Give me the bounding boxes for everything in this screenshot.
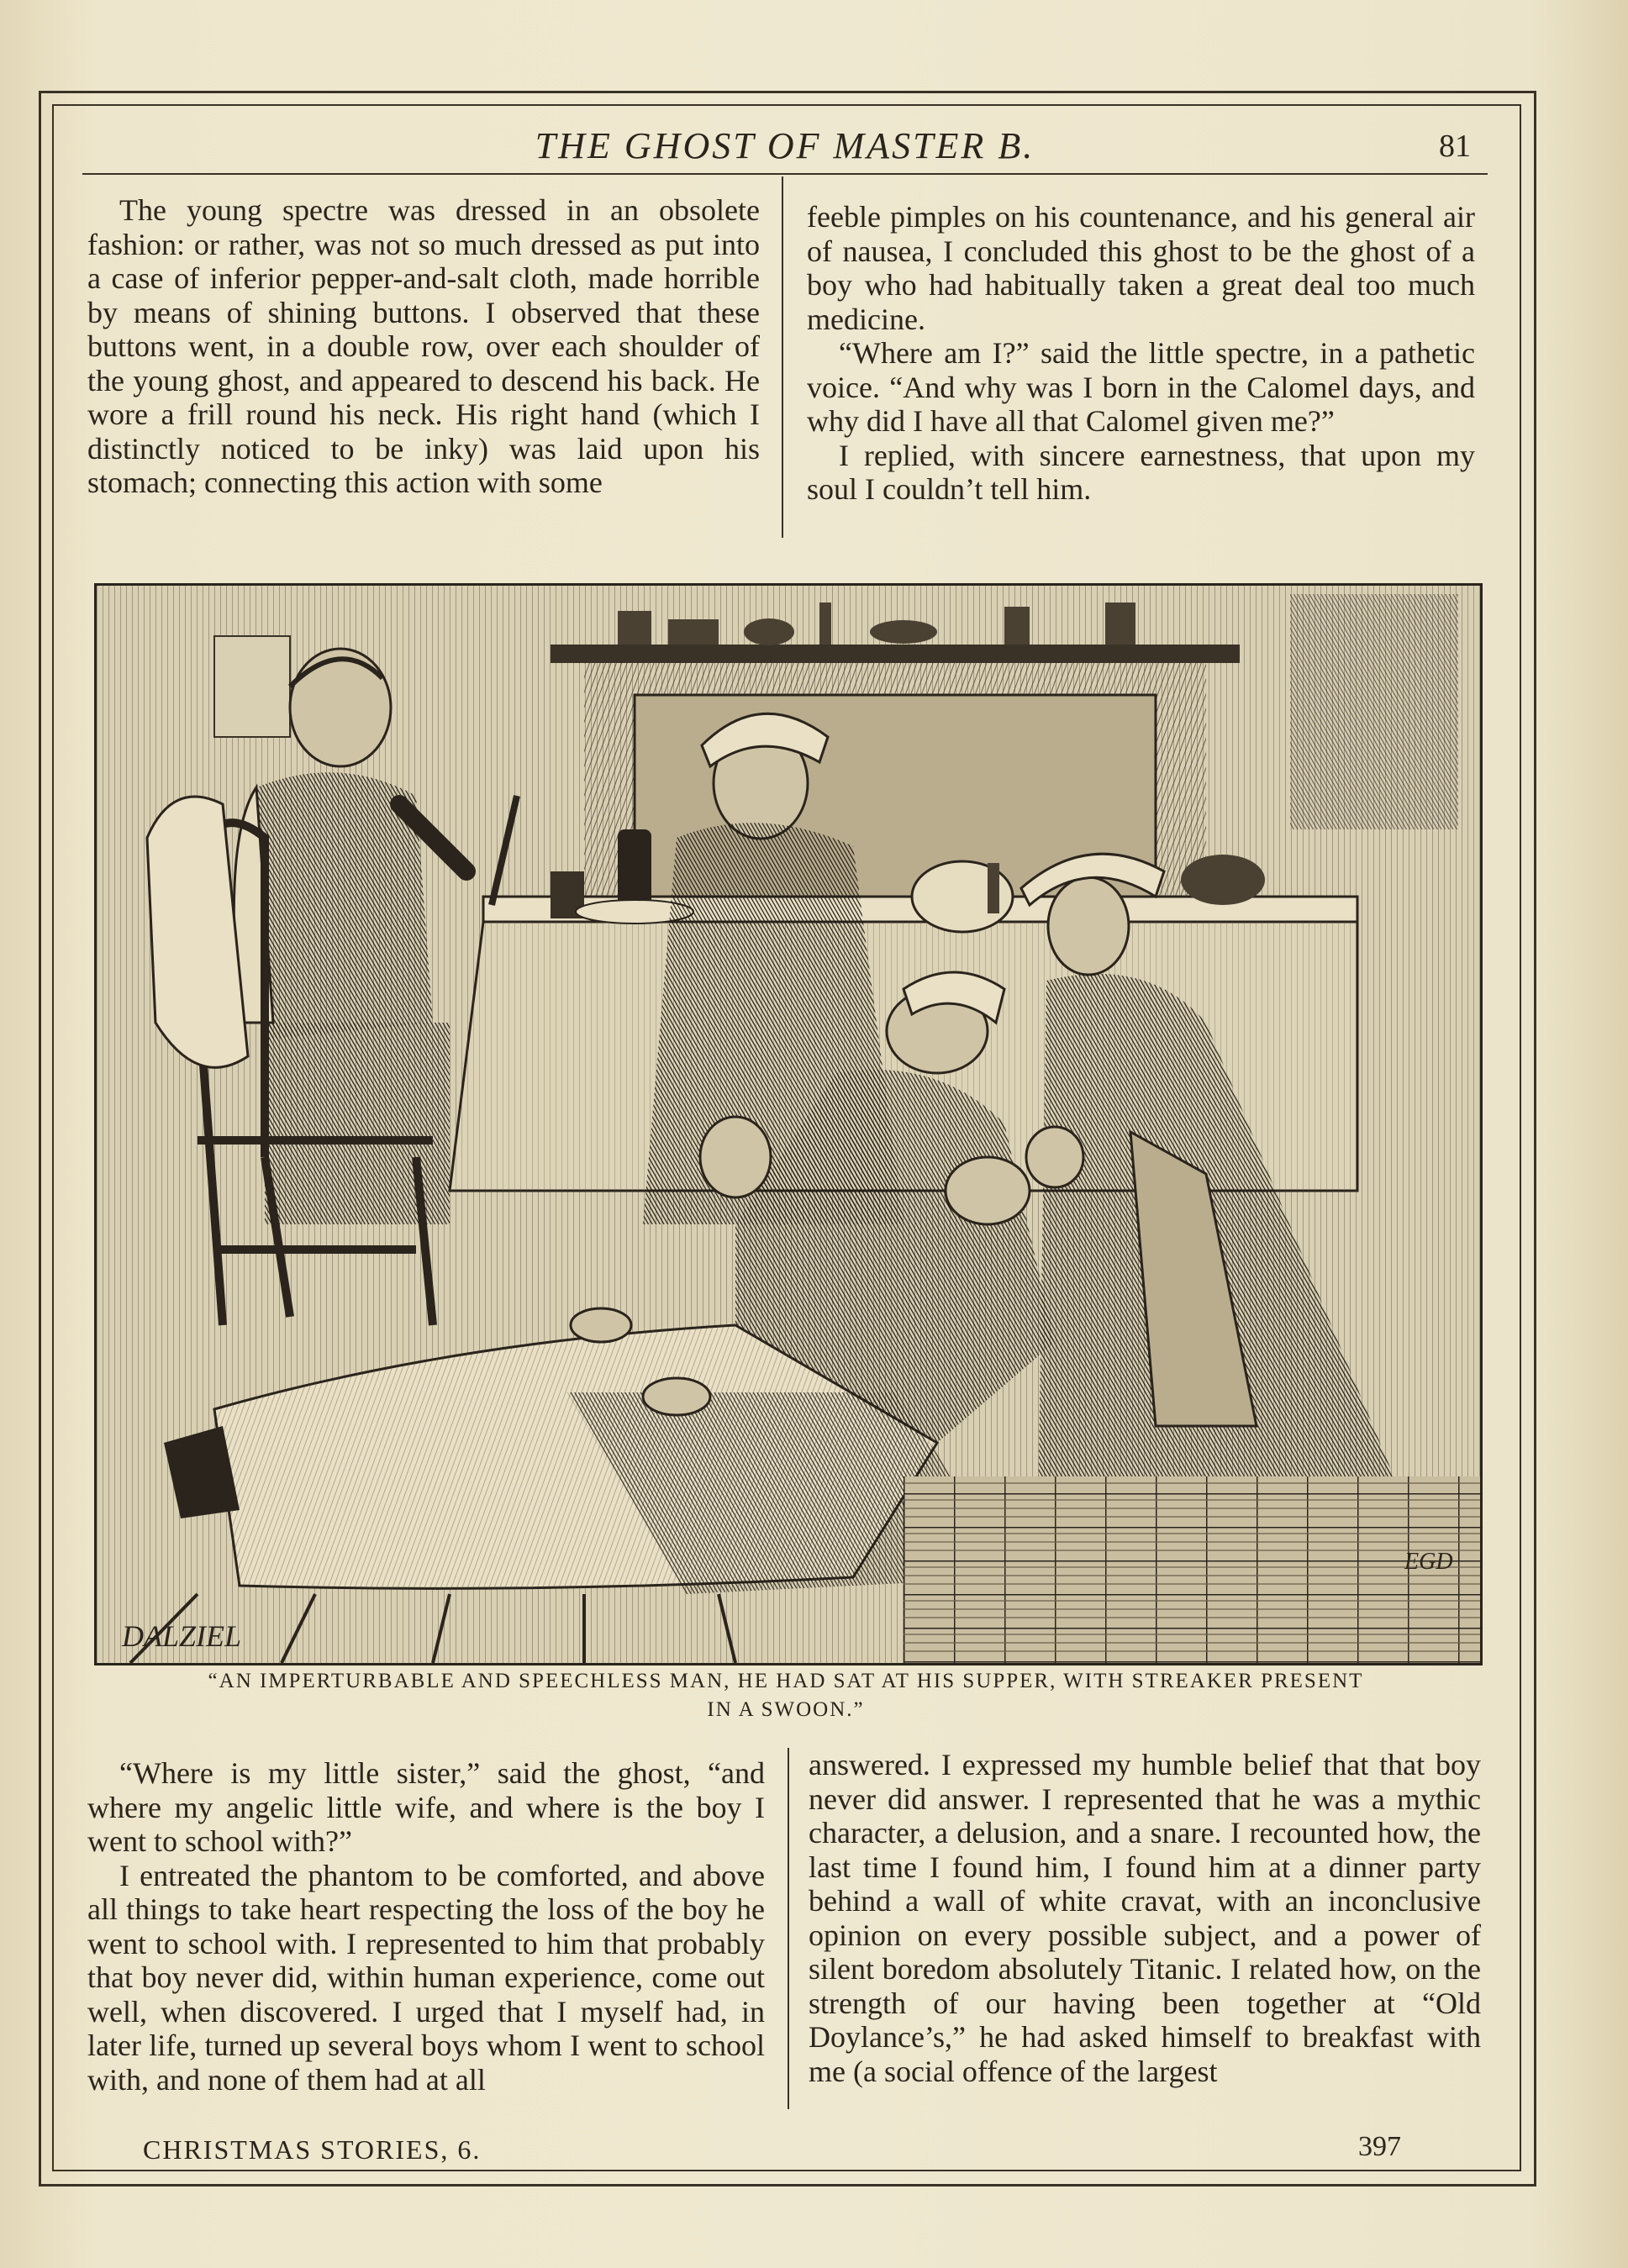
caption-line-1: “AN IMPERTURBABLE AND SPEECHLESS MAN, HE HAD SAT AT HIS SUPPER, WITH STREAKER PRESENT [208,1670,1364,1692]
engraving-drawing [97,586,1480,1663]
top-left-column [87,193,760,500]
running-head [52,116,1518,175]
engraver-signature: DALZIEL [122,1619,242,1653]
paragraph: I entreated the phantom to be comforted, and above all things to take heart respecting the loss of the boy he went to school with. I represented to him that probably that boy never did, within human experience, come out well, when discovered. I urged that I myself had, in later life, turned up several boys whom I went to school with, and none of them had at all [87,1858,765,2097]
illustration-caption [94,1667,1478,1724]
caption-line-2: IN A SWOON.” [707,1698,865,1721]
head-rule [82,173,1488,175]
footer-series-title: CHRISTMAS STORIES, 6. [143,2134,482,2165]
page-folio: 81 [1439,129,1471,164]
bottom-right-column [809,1748,1481,2088]
column-rule-top [782,176,783,538]
paragraph: The young spectre was dressed in an obsolete fashion: or rather, was not so much dressed as put into a case of inferior pepper-and-salt cloth, made horrible by means of shining buttons. I observed that these buttons went, in a double row, over each shoulder of the young ghost, and appeared to descend his back. He wore a frill round his neck. His right hand (which I distinctly noticed to be inky) was laid upon his stomach; connecting this action with some [87,193,760,499]
paragraph-continued: answered. I expressed my humble belief that that boy never did answer. I represented that he was a mythic character, a delusion, and a snare. I recounted how, the last time I found him, I found him at a dinner party behind a wall of white cravat, with an inconclusive opinion on every possible subject, and a power of silent boredom absolutely Titanic. I related how, on the strength of our having been together at “Old Doylance’s,” he had asked himself to breakfast with me (a social offence of the largest [809,1748,1481,2088]
tiled-floor [904,1476,1480,1663]
paragraph: “Where am I?” said the little spectre, in a pathetic voice. “And why was I born in the Calomel days, and why did I have all that Calomel given me?” [807,336,1475,438]
paragraph: “Where is my little sister,” said the ghost, “and where my angelic little wife, and where is the boy I went to school with?” [87,1756,765,1858]
wall-notice [214,636,290,737]
paragraph-continued: feeble pimples on his countenance, and his general air of nausea, I concluded this ghost to be the ghost of a boy who had habitually taken a great deal too much medicine. [807,200,1475,336]
footer-page-number: 397 [1358,2131,1401,2162]
engraving-illustration [94,583,1483,1665]
top-right-column [807,200,1475,507]
bottom-left-column [87,1756,765,2097]
wall-picture [1290,594,1458,829]
artist-monogram: EGD [1404,1549,1453,1575]
running-title: THE GHOST OF MASTER B. [535,125,1035,166]
column-rule-bottom [788,1748,789,2109]
mantel-shelf [551,645,1240,663]
paragraph: I replied, with sincere earnestness, that upon my soul I couldn’t tell him. [807,438,1475,506]
